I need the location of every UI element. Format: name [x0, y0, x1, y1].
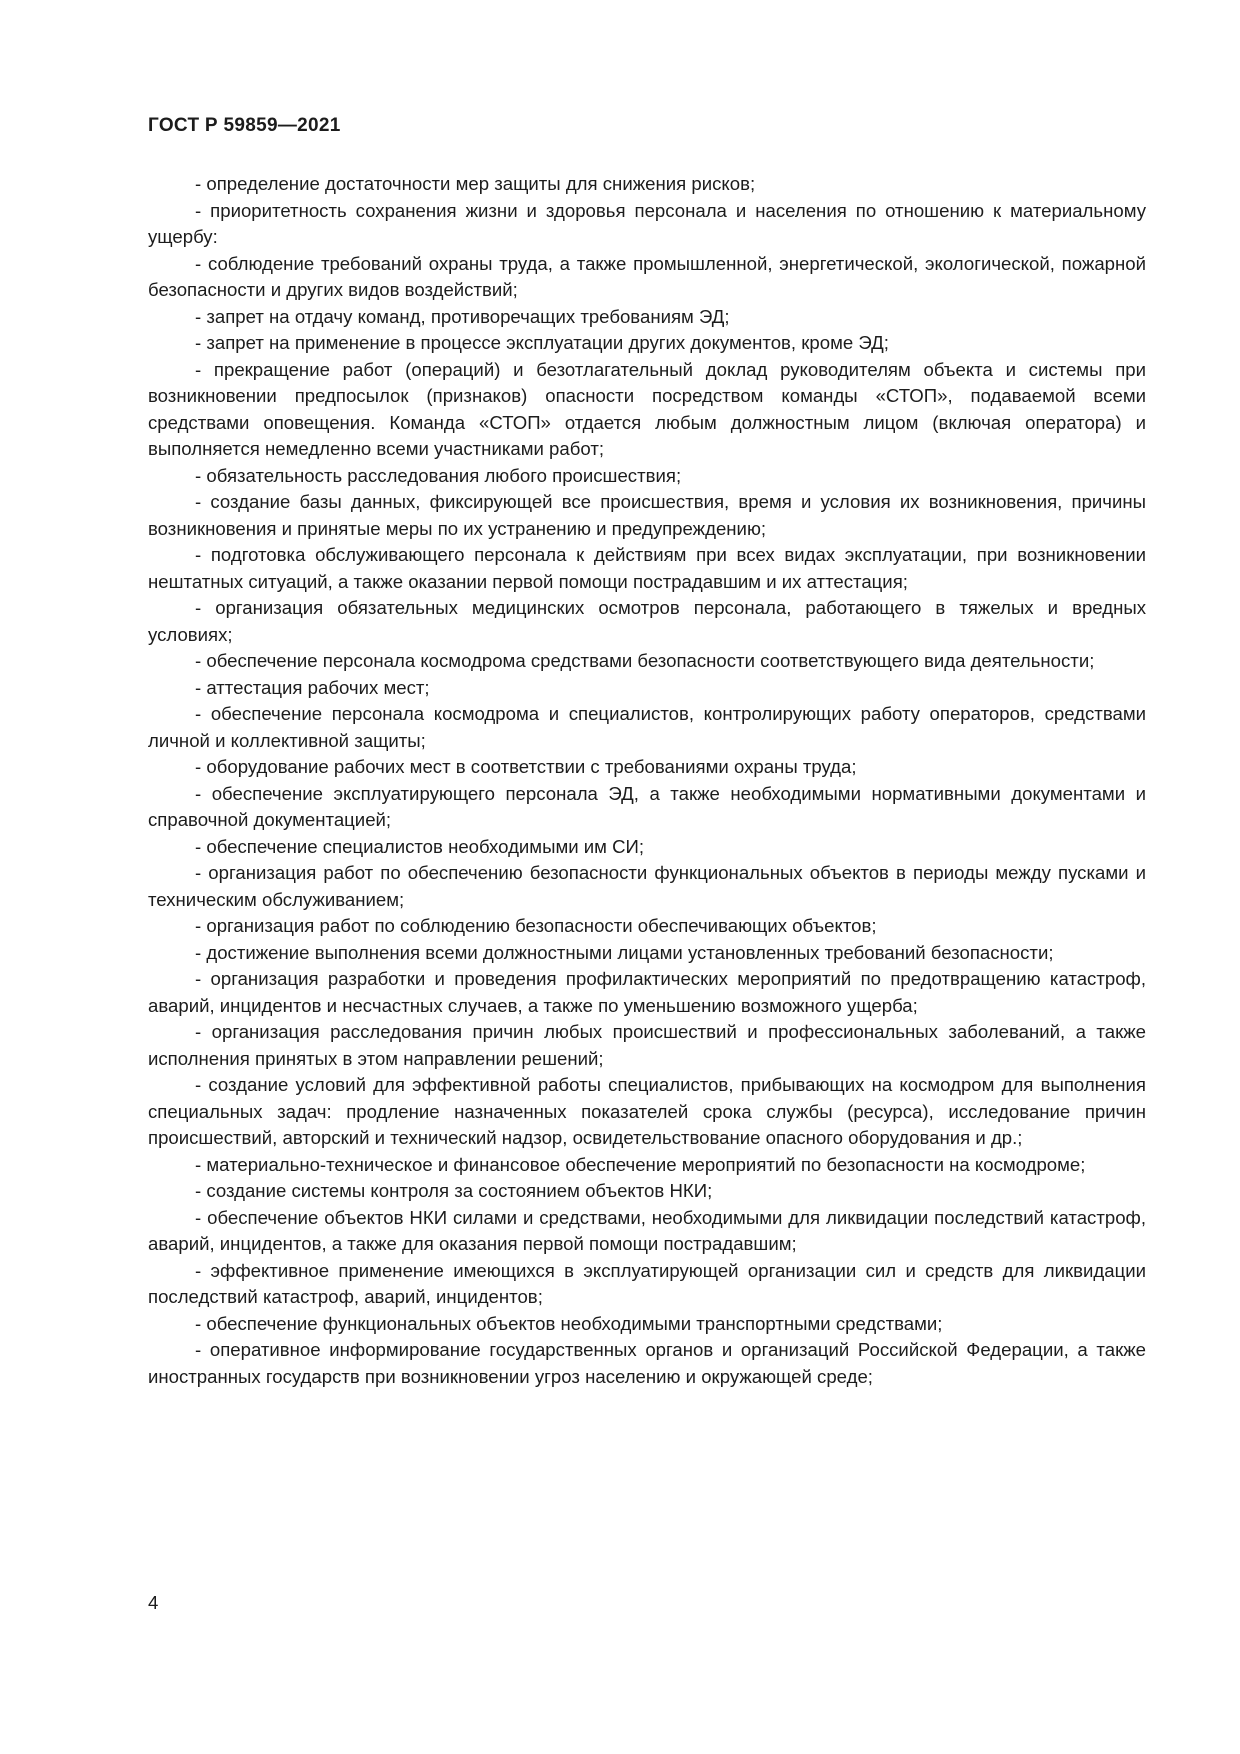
list-item: - обеспечение объектов НКИ силами и средствами, необходимыми для ликвидации последствий катастроф, аварий, инцидентов, а также для оказания первой помощи пострадавшим;	[148, 1206, 1146, 1254]
list-item: - подготовка обслуживающего персонала к действиям при всех видах эксплуатации, при возникновении нештатных ситуаций, а также оказании первой помощи пострадавшим и их аттестация;	[148, 544, 1146, 592]
list-item: - организация расследования причин любых происшествий и профессиональных заболеваний, а также исполнения принятых в этом направлении решений;	[148, 1021, 1146, 1069]
list-item: - прекращение работ (операций) и безотлагательный доклад руководителям объекта и системы при возникновении предпосылок (признаков) опасности посредством команды «СТОП», подаваемой всеми средствами оповещения. Команда «СТОП» отдается любым должностным лицом (включая оператора) и выполняется немедленно всеми участниками работ;	[148, 358, 1146, 459]
list-item: - аттестация рабочих мест;	[195, 676, 430, 698]
list-item: - эффективное применение имеющихся в эксплуатирующей организации сил и средств для ликвидации последствий катастроф, аварий, инцидентов;	[148, 1259, 1146, 1307]
list-item: - обеспечение функциональных объектов необходимыми транспортными средствами;	[195, 1312, 943, 1334]
list-item: - обеспечение эксплуатирующего персонала ЭД, а также необходимыми нормативными документами и справочной документацией;	[148, 782, 1146, 830]
list-item: - оборудование рабочих мест в соответствии с требованиями охраны труда;	[195, 756, 857, 777]
list-item: - обеспечение персонала космодрома и специалистов, контролирующих работу операторов, средствами личной и коллективной защиты;	[148, 703, 1146, 751]
list-item: - соблюдение требований охраны труда, а также промышленной, энергетической, экологической, пожарной безопасности и других видов воздействий;	[148, 252, 1146, 300]
page-number: 4	[148, 1592, 159, 1613]
list-item: - организация разработки и проведения профилактических мероприятий по предотвращению катастроф, аварий, инцидентов и несчастных случаев, а также по уменьшению возможного ущерба;	[148, 968, 1146, 1016]
list-item: - запрет на отдачу команд, противоречащих требованиям ЭД;	[195, 305, 730, 327]
list-item: - организация обязательных медицинских осмотров персонала, работающего в тяжелых и вредных условиях;	[148, 597, 1146, 645]
list-item: - обеспечение специалистов необходимыми им СИ;	[195, 835, 645, 857]
list-item: - достижение выполнения всеми должностными лицами установленных требований безопасности;	[195, 941, 1054, 963]
body-text	[148, 171, 1146, 1390]
list-item: - создание базы данных, фиксирующей все происшествия, время и условия их возникновения, причины возникновения и принятые меры по их устранению и предупреждению;	[148, 491, 1146, 539]
list-item: - организация работ по обеспечению безопасности функциональных объектов в периоды между пусками и техническим обслуживанием;	[148, 862, 1146, 910]
list-item: - запрет на применение в процессе эксплуатации других документов, кроме ЭД;	[195, 332, 889, 353]
list-item: - организация работ по соблюдению безопасности обеспечивающих объектов;	[195, 915, 877, 936]
list-item: - обязательность расследования любого происшествия;	[195, 464, 682, 486]
list-item: - обеспечение персонала космодрома средствами безопасности соответствующего вида деятельности;	[195, 650, 1095, 671]
standard-header: ГОСТ Р 59859—2021	[148, 115, 341, 136]
list-item: - материально-техническое и финансовое обеспечение мероприятий по безопасности на космодроме;	[195, 1153, 1086, 1175]
list-item: - оперативное информирование государственных органов и организаций Российской Федерации, а также иностранных государств при возникновении угроз населению и окружающей среде;	[148, 1339, 1146, 1387]
list-item: - приоритетность сохранения жизни и здоровья персонала и населения по отношению к материальному ущербу:	[148, 199, 1146, 247]
list-item: - определение достаточности мер защиты для снижения рисков;	[195, 173, 756, 194]
list-item: - создание системы контроля за состоянием объектов НКИ;	[195, 1180, 713, 1201]
list-item: - создание условий для эффективной работы специалистов, прибывающих на космодром для выполнения специальных задач: продление назначенных показателей срока службы (ресурса), исследование причин происшествий, авторский и технический надзор, освидетельствование опасного оборудования и др.;	[148, 1074, 1146, 1148]
